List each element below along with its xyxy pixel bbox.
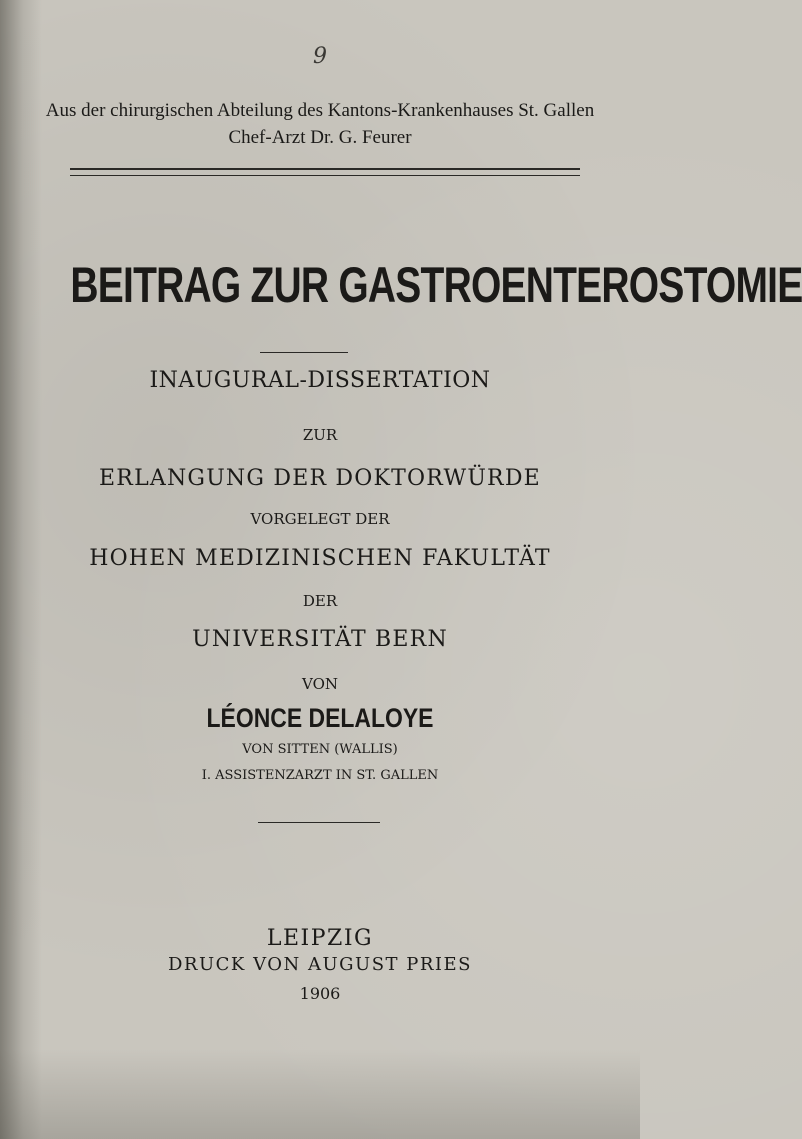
double-rule (70, 168, 580, 176)
chief-physician-line: Chef-Arzt Dr. G. Feurer (228, 127, 412, 148)
handwritten-mark: 9 (313, 44, 327, 69)
title-divider (260, 352, 348, 353)
page-bottom-shadow (0, 1049, 640, 1139)
imprint-divider (258, 822, 380, 823)
author-origin: VON SITTEN (WALLIS) (242, 742, 398, 757)
dissertation-von: VON (302, 675, 338, 693)
author-name: LÉONCE DELALOYE (206, 703, 434, 733)
dissertation-type: INAUGURAL-DISSERTATION (149, 368, 491, 393)
imprint-year: 1906 (299, 984, 341, 1003)
document-title: BEITRAG ZUR GASTROENTEROSTOMIE (70, 257, 802, 313)
university-name: UNIVERSITÄT BERN (192, 627, 448, 652)
dissertation-der: DER (302, 592, 338, 610)
imprint-city: LEIPZIG (266, 926, 374, 951)
dissertation-zur: ZUR (302, 426, 338, 444)
faculty-name: HOHEN MEDIZINISCHEN FAKULTÄT (89, 546, 551, 571)
dissertation-purpose: ERLANGUNG DER DOKTORWÜRDE (99, 466, 541, 491)
institution-line: Aus der chirurgischen Abteilung des Kantons-Krankenhauses St. Gallen (45, 100, 595, 121)
imprint-printer: DRUCK VON AUGUST PRIES (167, 954, 473, 975)
dissertation-vorgelegt: VORGELEGT DER (250, 510, 390, 528)
author-position: I. ASSISTENZARZT IN ST. GALLEN (201, 768, 439, 783)
